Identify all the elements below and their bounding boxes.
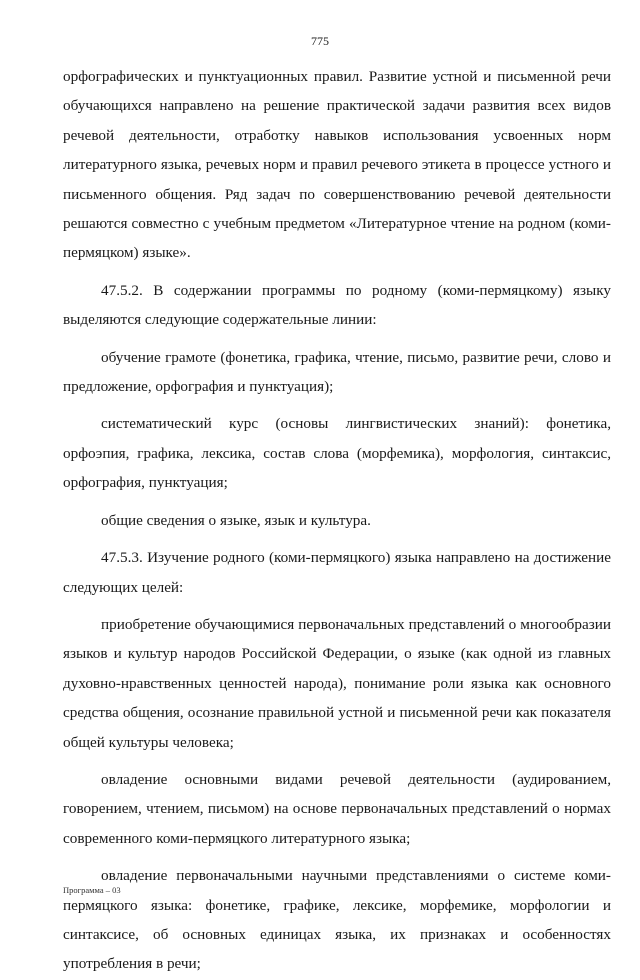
paragraph-goal-speech-activity: овладение основными видами речевой деятельности (аудированием, говорением, чтением, письмом) на основе первоначальных представлений о нормах современного коми-пермяцкого литературного языка;	[63, 770, 611, 847]
paragraph-goal-representations: приобретение обучающимися первоначальных представлений о многообразии языков и культур народов Российской Федерации, о языке (как одной из главных духовно-нравственных ценностей народа), понимание роли языка как основного средства общения, осознание правильной устной и письменной речи как показателя общей культуры человека;	[63, 615, 611, 751]
paragraph-intro-continued: орфографических и пунктуационных правил. Развитие устной и письменной речи обучающихся направлено на решение практической задачи развития всех видов речевой деятельности, отработку навыков использования усвоенных норм литературного языка, речевых норм и правил речевого этикета в процессе устного и письменного общения. Ряд задач по совершенствованию речевой деятельности решаются совместно с учебным предметом «Литературное чтение на родном (коми-пермяцком) языке».	[63, 68, 611, 262]
paragraph-content-line-literacy: обучение грамоте (фонетика, графика, чтение, письмо, развитие речи, слово и предложение, орфография и пунктуация);	[63, 348, 611, 396]
paragraph-goal-scientific-knowledge: овладение первоначальными научными представлениями о системе коми-пермяцкого языка: фонетике, графике, лексике, морфемике, морфологии и синтаксисе, об основных единицах языка, их признаках и особенностях употребления в речи;	[63, 867, 611, 973]
paragraph-content-line-systematic-course: систематический курс (основы лингвистических знаний): фонетика, орфоэпия, графика, лексика, состав слова (морфемика), морфология, синтаксис, орфография, пунктуация;	[63, 415, 611, 492]
paragraph-47-5-2: 47.5.2. В содержании программы по родному (коми-пермяцкому) языку выделяются следующие содержательные линии:	[63, 281, 611, 329]
document-body	[63, 62, 611, 980]
page-number: 775	[311, 34, 329, 48]
paragraph-content-line-general-info: общие сведения о языке, язык и культура.	[101, 511, 371, 529]
paragraph-47-5-3: 47.5.3. Изучение родного (коми-пермяцкого) языка направлено на достижение следующих целей:	[63, 549, 611, 596]
page-footer: Программа – 03	[63, 885, 121, 895]
